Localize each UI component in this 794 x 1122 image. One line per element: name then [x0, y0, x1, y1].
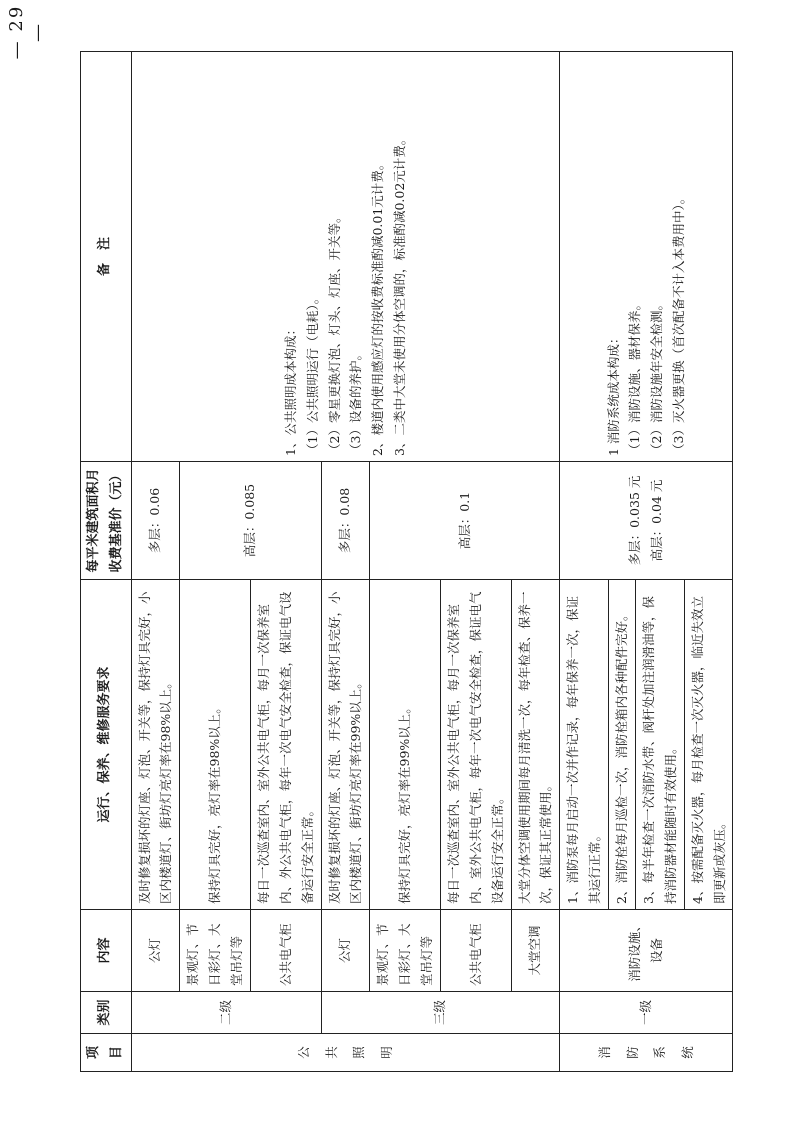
requirement-cell: 保持灯具完好，亮灯率在99%以上。: [370, 580, 441, 910]
content-cell: 消防设施、设备: [560, 910, 733, 992]
price-l3-high: 高层：0.1: [370, 462, 560, 580]
level-two: 二级: [131, 992, 321, 1034]
table-header-row: [81, 52, 132, 1072]
content-cell: 公灯: [321, 910, 370, 992]
level-three: 三级: [321, 992, 560, 1034]
level-one: 一级: [560, 992, 733, 1034]
requirement-cell: 2、消防栓每月巡检一次，消防栓箱内各种配件完好。: [609, 580, 636, 910]
requirement-cell: 3、每半年检查一次消防水带、阀杆处加注润滑油等，保持消防器材能随时有效使用。: [635, 580, 684, 910]
section-fire: 消 防 系 统: [560, 1034, 733, 1072]
requirement-cell: 及时修复损坏的灯座、灯泡、开关等，保持灯具完好，小区内楼道灯、街坊灯亮灯率在98%以上。: [131, 580, 180, 910]
requirement-cell: 4、按需配备灭火器，每月检查一次灭火器，临近失效立即更新或灰压。: [684, 580, 733, 910]
table-row: [131, 52, 180, 1072]
header-requirements: 运行、保养、维修服务要求: [81, 580, 132, 910]
header-content: 内容: [81, 910, 132, 992]
price-fire-high: 高层：0.04 元: [649, 479, 665, 562]
header-price: 每平米建筑面积月收费基准价（元）: [81, 462, 132, 580]
fee-standard-table: [80, 51, 733, 1072]
price-l2-multi: 多层：0.06: [131, 462, 180, 580]
header-remarks: 备 注: [81, 52, 132, 462]
content-cell: 大堂空调: [511, 910, 560, 992]
table-row: [560, 52, 609, 1072]
price-fire: [560, 462, 733, 580]
requirement-cell: 大堂分体空调使用期间每月清洗一次，每年检查、保养一次，保证其正常使用。: [511, 580, 560, 910]
content-cell: 公灯: [131, 910, 180, 992]
price-fire-multi: 多层：0.035 元: [627, 475, 643, 566]
page-number: — 29 —: [6, 4, 48, 60]
requirement-cell: 每日一次巡查室内、室外公共电气柜，每月一次保养室内、外公共电气柜，每年一次电气安全检查，保证电气设备运行安全正常。: [250, 580, 321, 910]
requirement-cell: 及时修复损坏的灯座、灯泡、开关等，保持灯具完好，小区内楼道灯、街坊灯亮灯率在99%以上。: [321, 580, 370, 910]
header-project: 项 目: [81, 1034, 132, 1072]
content-cell: 公共电气柜: [440, 910, 511, 992]
price-l3-multi: 多层：0.08: [321, 462, 370, 580]
header-category: 类别: [81, 992, 132, 1034]
content-cell: 景观灯、节日彩灯、大堂吊灯等: [180, 910, 251, 992]
section-lighting: 公 共 照 明: [131, 1034, 560, 1072]
content-cell: 景观灯、节日彩灯、大堂吊灯等: [370, 910, 441, 992]
requirement-cell: 1、消防泵每月启动一次并作记录，每年保养一次，保证其运行正常。: [560, 580, 609, 910]
requirement-cell: 保持灯具完好，亮灯率在98%以上。: [180, 580, 251, 910]
content-cell: 公共电气柜: [250, 910, 321, 992]
remarks-fire: 1 消防系统成本构成： （1）消防设施、器材保养。 （2）消防设施年安全检测。 （3）灭火器更换（首次配备不计入本费用中）。: [560, 52, 733, 462]
price-l2-high: 高层：0.085: [180, 462, 321, 580]
requirement-cell: 每日一次巡查室内、室外公共电气柜，每月一次保养室内、室外公共电气柜，每年一次电气安全检查，保证电气设备运行安全正常。: [440, 580, 511, 910]
remarks-lighting: 1、公共照明成本构成： （1）公共照明运行（电耗）。 （2）零星更换灯泡、灯头、灯座、开关等。 （3）设备的养护。 2、楼道内使用感应灯的按收费标准酌减0.01元计费。 3、二类中大堂未使用分体空调的，标准酌减0.02元计费。: [131, 52, 560, 462]
